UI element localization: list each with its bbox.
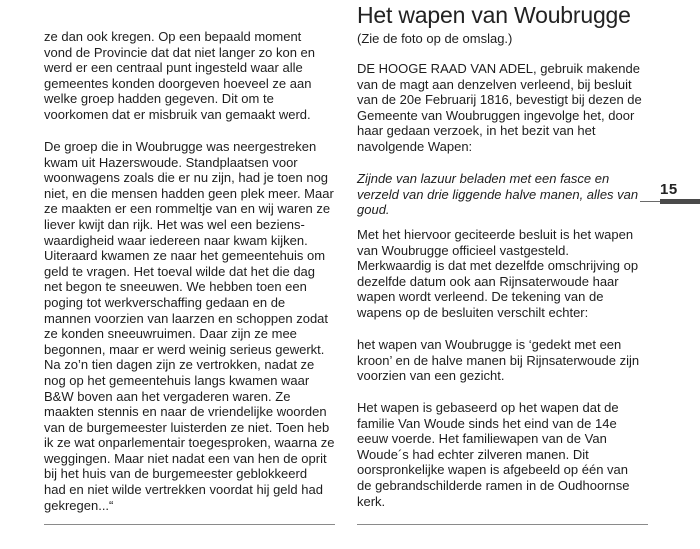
decree-paragraph: DE HOOGE RAAD VAN ADEL, gebruik makende van de magt aan denzelven verleend, bij besluit van de 20e Februarij 1816, bevestigt bij dezen de Gemeente van Woubruggen ingevolge het, door haar gedaan verzoek, in het bezit van het navolgende Wapen:	[357, 61, 642, 154]
page-number: 15	[660, 181, 678, 198]
page-tab-bar	[660, 199, 700, 204]
blazon-quote: Zijnde van lazuur beladen met een fasce en verzeld van drie liggende halve manen, alles van goud.	[357, 171, 639, 218]
right-paragraph-5: Het wapen is gebaseerd op het wapen dat de familie Van Woude sinds het eind van de 14e eeuw voerde. Het familiewapen van de Van Woude´s had echter zilveren manen. Dit oorspronkelijke wapen is afgebeeld op één van de gebrandschilderde ramen in de Oudhoornse kerk.	[357, 400, 630, 509]
right-paragraph-4: het wapen van Woubrugge is ‘gedekt met een kroon’ en de halve manen bij Rijnsaterwoude zijn voorzien van een gezicht.	[357, 337, 640, 384]
photo-reference: (Zie de foto op de omslag.)	[357, 31, 513, 46]
right-paragraph-3: Met het hiervoor geciteerde besluit is het wapen van Woubrugge officieel vastgesteld. Merkwaardig is dat met dezelfde omschrijving op dezelfde datum ook aan Rijnsaterwoude haar wapen wordt verleend. De tekening van de wapens op de besluiten verschilt echter:	[357, 227, 639, 320]
article-heading: Het wapen van Woubrugge	[357, 2, 631, 28]
left-paragraph-2: De groep die in Woubrugge was neergestreken kwam uit Hazerswoude. Standplaatsen voor woonwagens zoals die er nu zijn, had je toen nog niet, en die mensen hadden geen plek meer. Maar ze maakten er een rommeltje van en wij waren ze liever kwijt dan rijk. Het was wel een beziens- waardigheid waar iedereen naar kwam kijken. Uiteraard kwamen ze naar het gemeentehuis om geld te vragen. Het toeval wilde dat het die dag net begon te sneeuwen. We hebben toen een poging tot werkverschaffing gedaan en de mannen voorzien van laarzen en schoppen zodat ze konden sneeuwruimen. Daar zijn ze mee begonnen, maar er werd weinig serieus gewerkt. Na zo’n tien dagen zijn ze vertrokken, nadat ze nog op het gemeentehuis langs kwamen waar B&W boven aan het vergaderen waren. Ze maakten stennis en naar de vriendelijke woorden van de burgemeester luisterden ze niet. Toen heb ik ze wat onparlementair toegesproken, waarna ze weggingen. Maar niet nadat een van hen de oprit bij het huis van de burgemeester geblokkeerd had en niet wilde vertrekken voordat hij geld had gekregen...“	[44, 139, 335, 513]
footer-rule-right	[357, 524, 648, 525]
footer-rule-left	[44, 524, 335, 525]
page-tab-line	[640, 201, 660, 202]
left-paragraph-1: ze dan ook kregen. Op een bepaald moment vond de Provincie dat dat niet langer zo kon en werd er een centraal punt ingesteld waar alle gemeentes konden doorgeven hoeveel ze aan welke groep hadden gegeven. Dit om te voorkomen dat er misbruik van gemaakt werd.	[44, 29, 316, 122]
